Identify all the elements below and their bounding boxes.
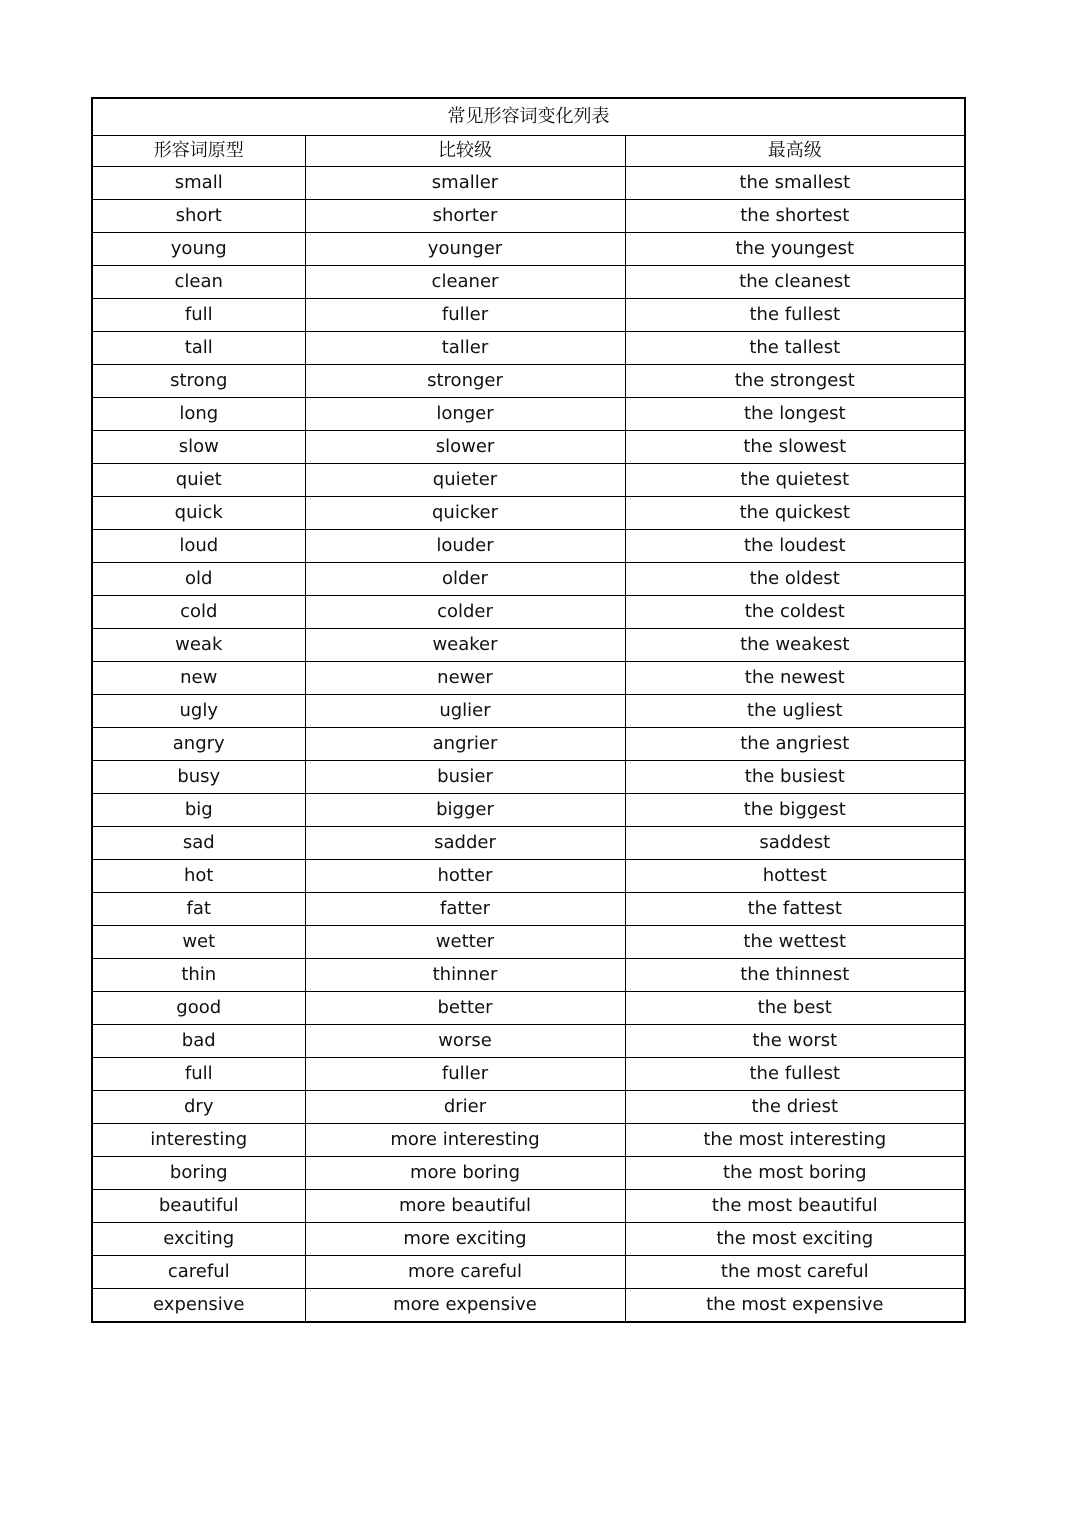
cell-comparative: more boring — [305, 1157, 625, 1190]
cell-comparative: more interesting — [305, 1124, 625, 1157]
cell-comparative: longer — [305, 398, 625, 431]
cell-comparative: more beautiful — [305, 1190, 625, 1223]
cell-comparative: drier — [305, 1091, 625, 1124]
table-row — [92, 1289, 965, 1323]
cell-superlative: the oldest — [625, 563, 965, 596]
table-row — [92, 266, 965, 299]
cell-superlative: the biggest — [625, 794, 965, 827]
cell-base-form: bad — [92, 1025, 305, 1058]
cell-comparative: more expensive — [305, 1289, 625, 1323]
cell-base-form: quiet — [92, 464, 305, 497]
cell-comparative: fatter — [305, 893, 625, 926]
table-row — [92, 662, 965, 695]
cell-superlative: the quietest — [625, 464, 965, 497]
cell-superlative: the smallest — [625, 167, 965, 200]
cell-base-form: fat — [92, 893, 305, 926]
header-comparative: 比较级 — [305, 136, 625, 167]
cell-superlative: the most interesting — [625, 1124, 965, 1157]
table-body — [92, 167, 965, 1323]
cell-comparative: uglier — [305, 695, 625, 728]
cell-superlative: the tallest — [625, 332, 965, 365]
table-title: 常见形容词变化列表 — [92, 98, 965, 136]
table-row — [92, 1157, 965, 1190]
cell-comparative: worse — [305, 1025, 625, 1058]
table-row — [92, 1190, 965, 1223]
cell-comparative: younger — [305, 233, 625, 266]
cell-superlative: the cleanest — [625, 266, 965, 299]
table-row — [92, 1124, 965, 1157]
table-row — [92, 959, 965, 992]
cell-superlative: the driest — [625, 1091, 965, 1124]
table-row — [92, 827, 965, 860]
cell-base-form: loud — [92, 530, 305, 563]
table-row — [92, 860, 965, 893]
cell-comparative: hotter — [305, 860, 625, 893]
cell-base-form: old — [92, 563, 305, 596]
table-row — [92, 794, 965, 827]
cell-superlative: the fullest — [625, 1058, 965, 1091]
cell-superlative: the worst — [625, 1025, 965, 1058]
table-row — [92, 1025, 965, 1058]
cell-comparative: shorter — [305, 200, 625, 233]
cell-base-form: expensive — [92, 1289, 305, 1323]
table-row — [92, 1058, 965, 1091]
table-row — [92, 563, 965, 596]
cell-base-form: big — [92, 794, 305, 827]
table-row — [92, 431, 965, 464]
adjective-table-sheet — [91, 97, 964, 1323]
header-superlative: 最高级 — [625, 136, 965, 167]
table-row — [92, 365, 965, 398]
cell-superlative: the coldest — [625, 596, 965, 629]
cell-base-form: beautiful — [92, 1190, 305, 1223]
table-row — [92, 1256, 965, 1289]
cell-superlative: the wettest — [625, 926, 965, 959]
cell-comparative: busier — [305, 761, 625, 794]
cell-comparative: colder — [305, 596, 625, 629]
cell-comparative: more exciting — [305, 1223, 625, 1256]
cell-comparative: cleaner — [305, 266, 625, 299]
cell-superlative: the strongest — [625, 365, 965, 398]
cell-comparative: wetter — [305, 926, 625, 959]
cell-comparative: quicker — [305, 497, 625, 530]
table-row — [92, 1223, 965, 1256]
cell-base-form: good — [92, 992, 305, 1025]
cell-superlative: the newest — [625, 662, 965, 695]
cell-base-form: weak — [92, 629, 305, 662]
table-row — [92, 728, 965, 761]
cell-base-form: quick — [92, 497, 305, 530]
cell-base-form: interesting — [92, 1124, 305, 1157]
table-row — [92, 926, 965, 959]
cell-superlative: the best — [625, 992, 965, 1025]
table-row — [92, 497, 965, 530]
table-row — [92, 398, 965, 431]
cell-base-form: strong — [92, 365, 305, 398]
table-row — [92, 167, 965, 200]
table-title-row — [92, 98, 965, 136]
cell-superlative: the thinnest — [625, 959, 965, 992]
cell-superlative: the most beautiful — [625, 1190, 965, 1223]
table-row — [92, 1091, 965, 1124]
cell-base-form: thin — [92, 959, 305, 992]
cell-superlative: the fullest — [625, 299, 965, 332]
cell-comparative: angrier — [305, 728, 625, 761]
cell-base-form: slow — [92, 431, 305, 464]
cell-base-form: clean — [92, 266, 305, 299]
cell-superlative: the youngest — [625, 233, 965, 266]
table-row — [92, 629, 965, 662]
table-row — [92, 233, 965, 266]
cell-superlative: the quickest — [625, 497, 965, 530]
cell-comparative: smaller — [305, 167, 625, 200]
cell-base-form: wet — [92, 926, 305, 959]
cell-base-form: short — [92, 200, 305, 233]
cell-comparative: quieter — [305, 464, 625, 497]
cell-comparative: thinner — [305, 959, 625, 992]
cell-base-form: small — [92, 167, 305, 200]
cell-superlative: the most exciting — [625, 1223, 965, 1256]
cell-base-form: boring — [92, 1157, 305, 1190]
cell-superlative: the fattest — [625, 893, 965, 926]
cell-base-form: new — [92, 662, 305, 695]
cell-superlative: the loudest — [625, 530, 965, 563]
cell-base-form: cold — [92, 596, 305, 629]
cell-base-form: long — [92, 398, 305, 431]
cell-comparative: louder — [305, 530, 625, 563]
table-row — [92, 596, 965, 629]
cell-comparative: older — [305, 563, 625, 596]
cell-superlative: the weakest — [625, 629, 965, 662]
cell-base-form: dry — [92, 1091, 305, 1124]
adjective-comparison-table — [91, 97, 966, 1323]
cell-superlative: the longest — [625, 398, 965, 431]
cell-comparative: fuller — [305, 299, 625, 332]
cell-comparative: fuller — [305, 1058, 625, 1091]
table-row — [92, 299, 965, 332]
cell-base-form: young — [92, 233, 305, 266]
cell-base-form: ugly — [92, 695, 305, 728]
table-row — [92, 464, 965, 497]
cell-base-form: exciting — [92, 1223, 305, 1256]
cell-superlative: the shortest — [625, 200, 965, 233]
cell-superlative: the ugliest — [625, 695, 965, 728]
table-row — [92, 200, 965, 233]
cell-comparative: more careful — [305, 1256, 625, 1289]
cell-comparative: slower — [305, 431, 625, 464]
cell-comparative: weaker — [305, 629, 625, 662]
table-header-row — [92, 136, 965, 167]
cell-comparative: sadder — [305, 827, 625, 860]
cell-superlative: the slowest — [625, 431, 965, 464]
table-row — [92, 695, 965, 728]
cell-base-form: full — [92, 1058, 305, 1091]
cell-comparative: stronger — [305, 365, 625, 398]
cell-superlative: saddest — [625, 827, 965, 860]
cell-base-form: hot — [92, 860, 305, 893]
table-row — [92, 761, 965, 794]
cell-superlative: the most careful — [625, 1256, 965, 1289]
cell-superlative: the angriest — [625, 728, 965, 761]
cell-superlative: hottest — [625, 860, 965, 893]
cell-base-form: tall — [92, 332, 305, 365]
header-base-form: 形容词原型 — [92, 136, 305, 167]
cell-comparative: better — [305, 992, 625, 1025]
cell-comparative: bigger — [305, 794, 625, 827]
cell-comparative: newer — [305, 662, 625, 695]
cell-base-form: busy — [92, 761, 305, 794]
cell-comparative: taller — [305, 332, 625, 365]
table-row — [92, 530, 965, 563]
cell-base-form: angry — [92, 728, 305, 761]
table-row — [92, 893, 965, 926]
table-row — [92, 332, 965, 365]
table-row — [92, 992, 965, 1025]
cell-superlative: the most expensive — [625, 1289, 965, 1323]
cell-base-form: full — [92, 299, 305, 332]
cell-superlative: the busiest — [625, 761, 965, 794]
cell-base-form: careful — [92, 1256, 305, 1289]
cell-superlative: the most boring — [625, 1157, 965, 1190]
cell-base-form: sad — [92, 827, 305, 860]
